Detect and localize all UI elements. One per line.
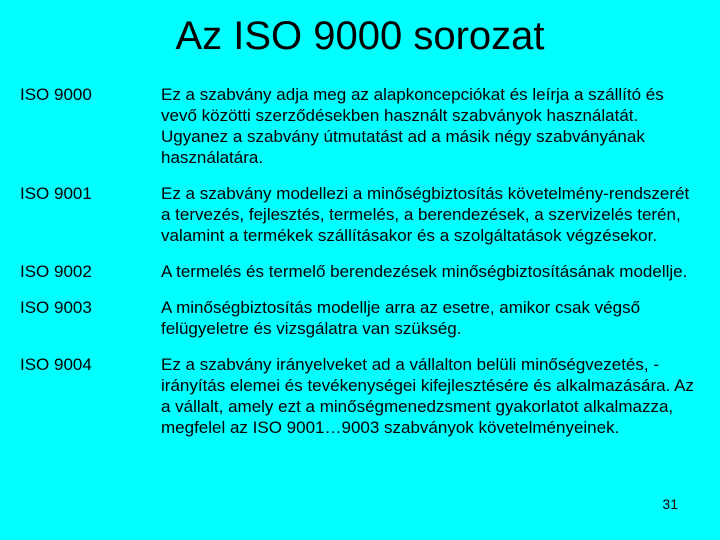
standard-row-iso-9003 (20, 297, 710, 339)
slide-title: Az ISO 9000 sorozat (175, 14, 545, 58)
standard-code: ISO 9001 (20, 184, 92, 203)
standard-code: ISO 9000 (20, 85, 92, 104)
standard-row-iso-9002 (20, 261, 710, 282)
standard-row-iso-9004 (20, 354, 710, 438)
standard-description: Ez a szabvány adja meg az alapkoncepciókat és leírja a szállító és vevő közötti szerződésekben használt szabványok használatát. Ugyanez a szabvány útmutatást ad a másik négy szabványának használatára. (161, 85, 664, 167)
standard-code: ISO 9004 (20, 355, 92, 374)
standard-description: Ez a szabvány irányelveket ad a vállalton belüli minőségvezetés, -irányítás elemei és tevékenységei kifejlesztésére és alkalmazására. Az a vállalt, amely ezt a minőségmenedzsment gyakorlatot alkalmazza, megfelel az ISO 9001…9003 szabványok követelményeinek. (161, 355, 694, 437)
standard-description: Ez a szabvány modellezi a minőségbiztosítás követelmény-rendszerét a tervezés, fejlesztés, termelés, a berendezések, a szervizelés terén, valamint a termékek szállításakor és a szolgáltatások végzésekor. (161, 184, 690, 245)
page-number: 31 (662, 496, 678, 512)
standard-description: A termelés és termelő berendezések minőségbiztosításának modellje. (161, 262, 688, 281)
standards-list (20, 84, 710, 453)
standard-description: A minőségbiztosítás modellje arra az esetre, amikor csak végső felügyeletre és vizsgálatra van szükség. (161, 298, 641, 338)
standard-row-iso-9000 (20, 84, 710, 168)
standard-code: ISO 9002 (20, 262, 92, 281)
standard-row-iso-9001 (20, 183, 710, 246)
standard-code: ISO 9003 (20, 298, 92, 317)
